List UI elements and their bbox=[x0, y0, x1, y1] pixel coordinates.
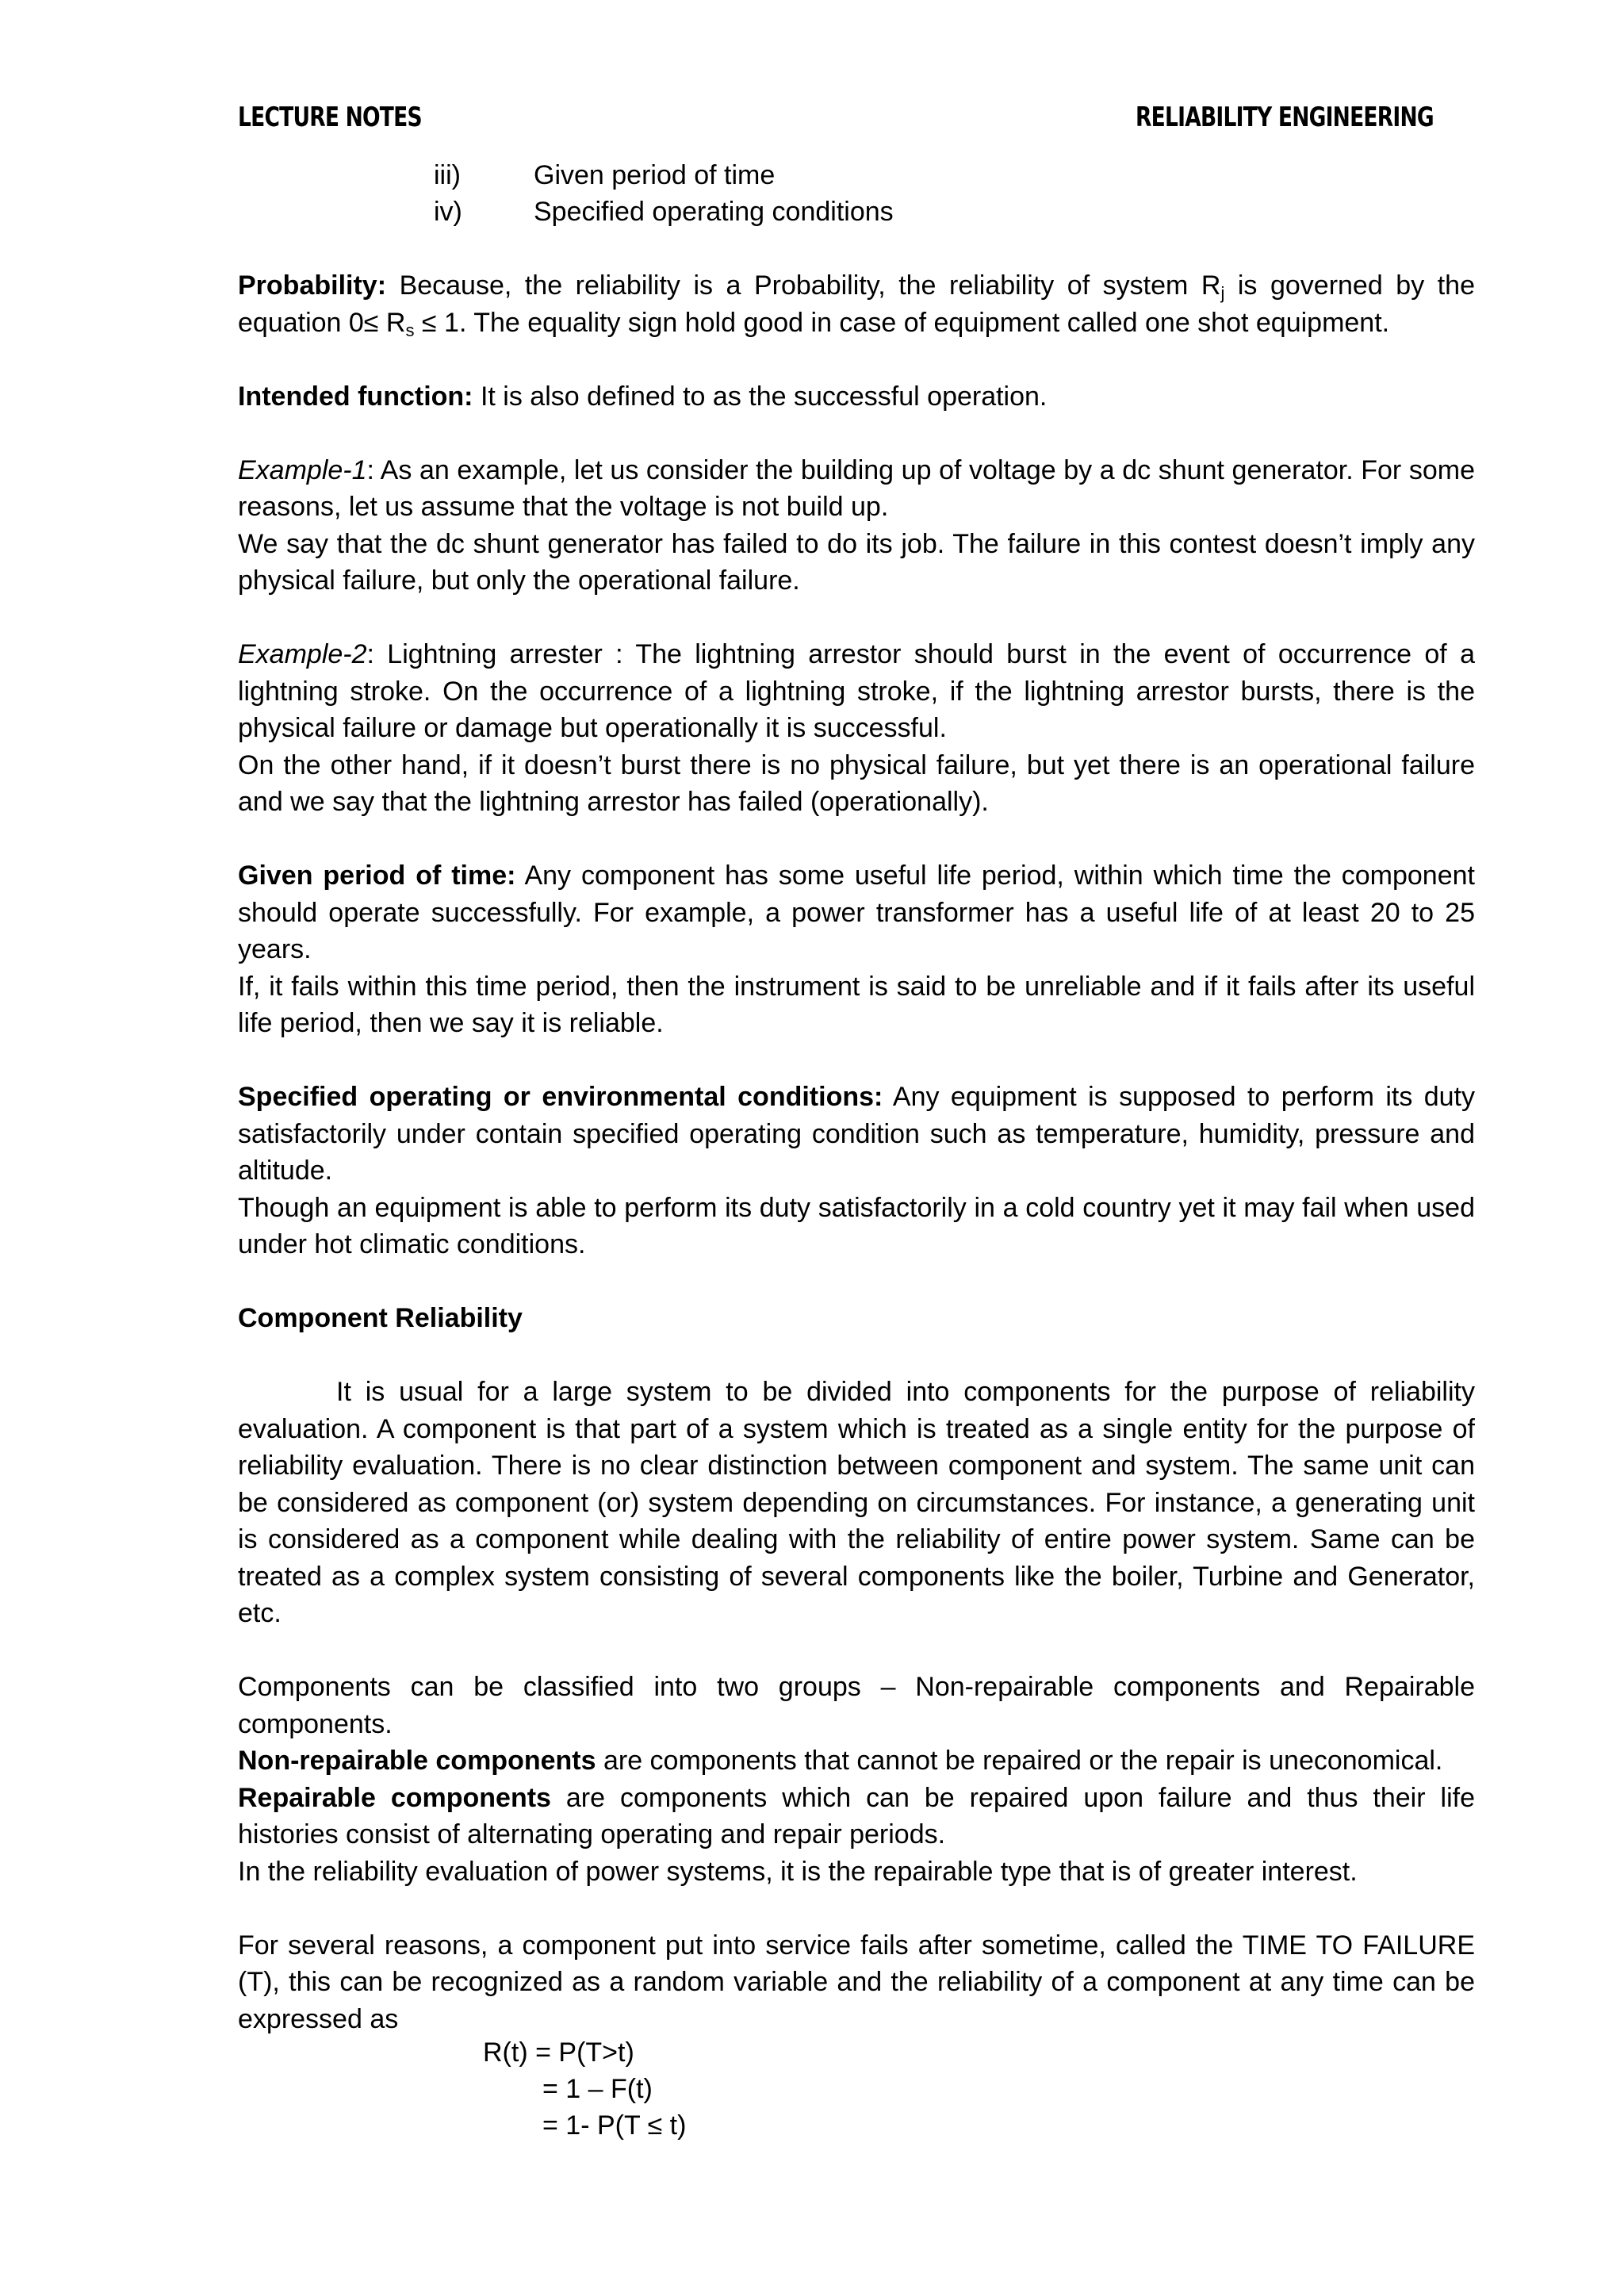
specified-conditions-continuation: Though an equipment is able to perform its duty satisfactorily in a cold country yet it may fail when used under hot climatic conditions. bbox=[238, 1192, 1475, 1259]
non-repairable-definition: Non-repairable components are components that cannot be repaired or the repair is uneconomical. bbox=[238, 1746, 1443, 1776]
header-left-title: LECTURE NOTES bbox=[238, 102, 422, 133]
list-number: iii) bbox=[434, 160, 461, 190]
formula-line-1: R(t) = P(T>t) bbox=[483, 2037, 634, 2068]
list-text: Given period of time bbox=[534, 160, 776, 190]
example-2-label: Example-2 bbox=[238, 639, 367, 669]
probability-paragraph: Probability: Because, the reliability is a Probability, the reliability of system $R_j$ is governed by the equation $0\le R_s \le 1$. The equality sign hold good in case of equipment called one shot equipment. bbox=[238, 270, 1475, 340]
power-systems-note: In the reliability evaluation of power systems, it is the repairable type that is of greater interest. bbox=[238, 1856, 1358, 1887]
example-1-label: Example-1 bbox=[238, 454, 367, 485]
classification-intro: Components can be classified into two groups – Non-repairable components and Repairable components. bbox=[238, 1672, 1475, 1739]
given-period-paragraph: Given period of time: Any component has some useful life period, within which time the component should operate successfully. For example, a power transformer has a useful life of at least 20 to 25 years. bbox=[238, 861, 1475, 964]
document-body bbox=[238, 267, 1475, 2037]
section-heading: Component Reliability bbox=[238, 1303, 523, 1333]
example-2-continuation: On the other hand, if it doesn’t burst there is no physical failure, but yet there is an operational failure and we say that the lightning arrestor has failed (operationally). bbox=[238, 749, 1475, 817]
intended-function-paragraph: Intended function: It is also defined to as the successful operation. bbox=[238, 381, 1048, 412]
header-right-title: RELIABILITY ENGINEERING bbox=[1136, 102, 1434, 133]
list-number: iv) bbox=[434, 197, 462, 227]
specified-conditions-paragraph: Specified operating or environmental conditions: Any equipment is supposed to perform its duty satisfactorily under contain specified operating condition such as temperature, humidity, pressure and altitude. bbox=[238, 1082, 1476, 1186]
probability-label: Probability: bbox=[238, 270, 387, 301]
intended-function-label: Intended function: bbox=[238, 381, 473, 412]
example-2-paragraph: Example-2: Lightning arrester : The lightning arrestor should burst in the event of occurrence of a lightning stroke. On the occurrence of a lightning stroke, if the lightning arrestor bursts, there is the physical failure or damage but operationally it is successful. bbox=[238, 639, 1475, 743]
formula-line-3: = 1- P(T ≤ t) bbox=[542, 2110, 687, 2141]
given-period-continuation: If, it fails within this time period, then the instrument is said to be unreliable and if it fails after its useful life period, then we say it is reliable. bbox=[238, 971, 1475, 1038]
specified-conditions-label: Specified operating or environmental conditions: bbox=[238, 1082, 883, 1112]
example-1-paragraph: Example-1: As an example, let us consider the building up of voltage by a dc shunt generator. For some reasons, let us assume that the voltage is not build up. bbox=[238, 454, 1475, 522]
component-reliability-paragraph: It is usual for a large system to be divided into components for the purpose of reliability evaluation. A component is that part of a system which is treated as a single entity for the purpose of reliability evaluation. There is no clear distinction between component and system. The same unit can be considered as component (or) system depending on circumstances. For instance, a generating unit is considered as a component while dealing with the reliability of entire power system. Same can be treated as a complex system consisting of several components like the boiler, Turbine and Generator, etc. bbox=[238, 1377, 1475, 1628]
time-to-failure-paragraph: For several reasons, a component put into service fails after sometime, called the TIME TO FAILURE (T), this can be recognized as a random variable and the reliability of a component at any time can be expressed as bbox=[238, 1930, 1475, 2034]
example-1-continuation: We say that the dc shunt generator has failed to do its job. The failure in this contest doesn’t imply any physical failure, but only the operational failure. bbox=[238, 528, 1475, 596]
formula-line-2: = 1 – F(t) bbox=[542, 2074, 653, 2104]
list-text: Specified operating conditions bbox=[534, 197, 894, 227]
given-period-label: Given period of time: bbox=[238, 861, 516, 891]
repairable-definition: Repairable components are components which can be repaired upon failure and thus their life histories consist of alternating operating and repair periods. bbox=[238, 1782, 1475, 1849]
